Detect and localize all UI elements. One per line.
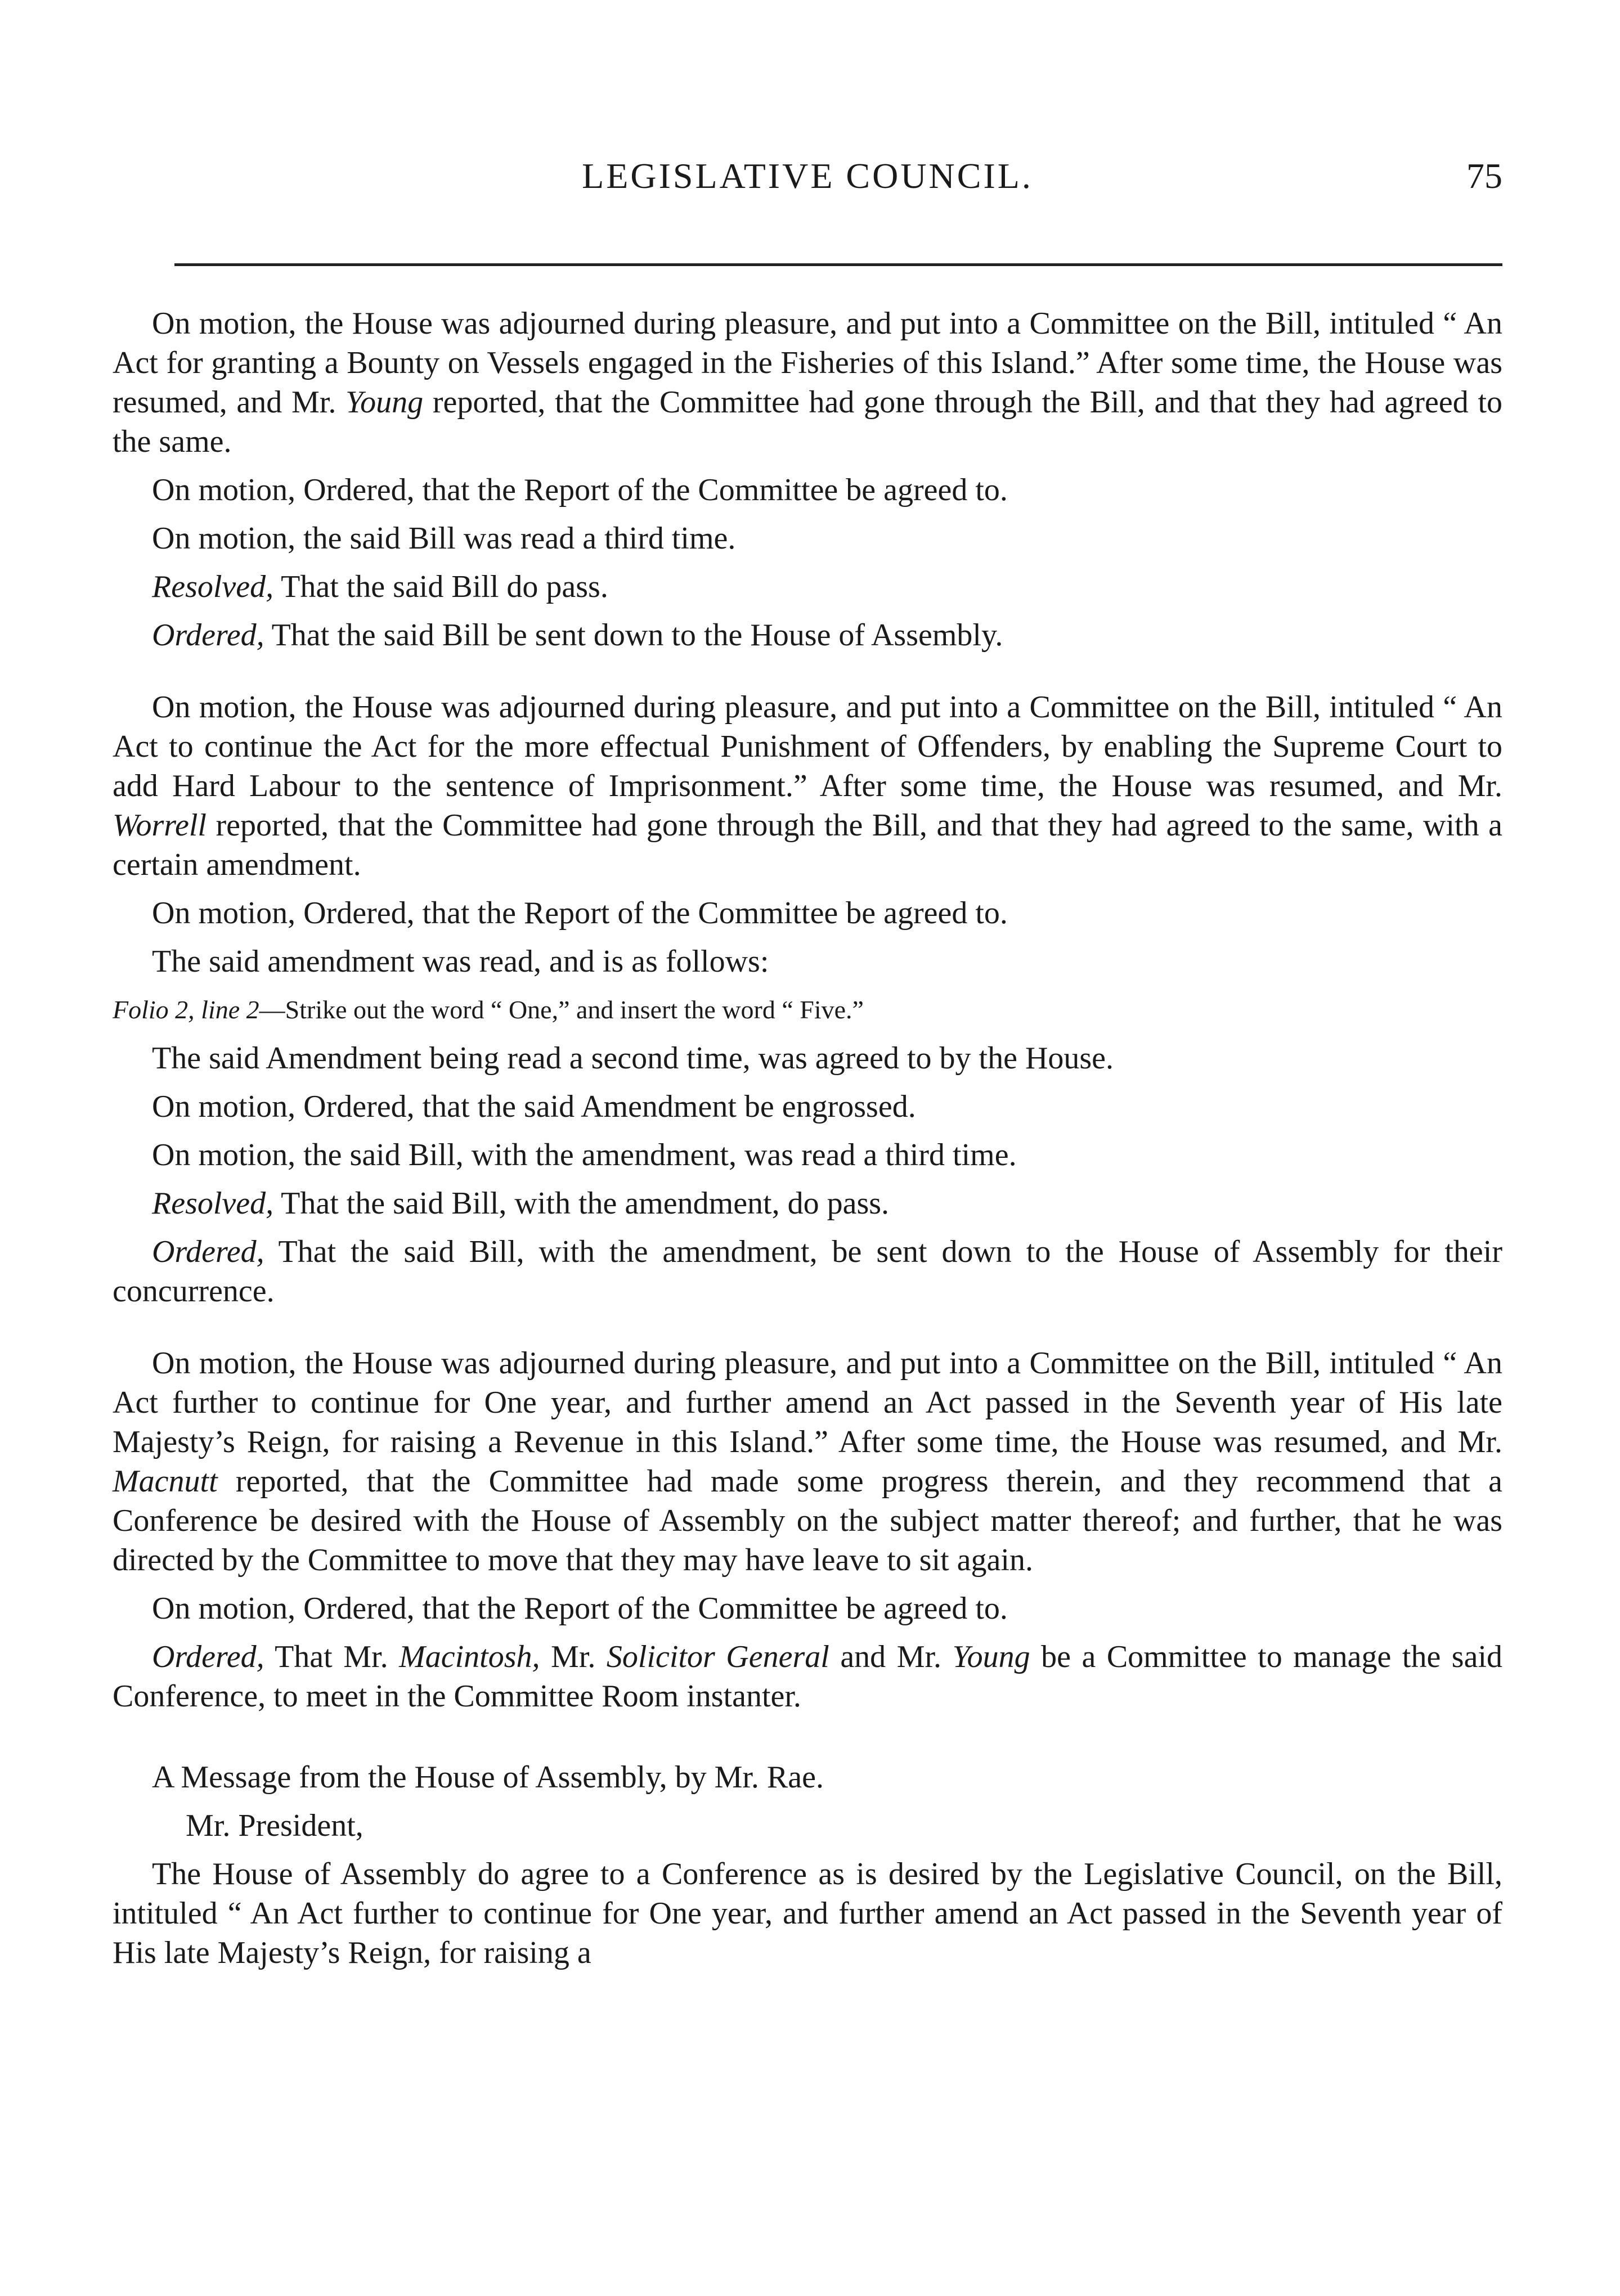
member-name: Worrell xyxy=(113,808,207,843)
record-line: Resolved, That the said Bill, with the amendment, do pass. xyxy=(152,1186,890,1221)
section-gap xyxy=(113,1311,1502,1344)
record-line: On motion, Ordered, that the Report of the Committee be agreed to. xyxy=(152,473,1008,507)
paragraph-punishment-bill: On motion, the House was adjourned during pleasure, and put into a Committee on the Bill, intituled “ An Act to continue the Act for the more effectual Punishment of Offenders, by enabling the Supreme Court to add Hard Labour to the sentence of Imprisonment.” After some time, the House was resumed, and Mr. Worrell reported, that the Committee had gone through the Bill, and that they had agreed to the same, with a certain amendment. xyxy=(113,690,1502,882)
member-name: Young xyxy=(345,385,424,420)
resolution-label: Resolved, xyxy=(152,1186,274,1221)
header-rule xyxy=(174,263,1502,266)
paragraph-revenue-bill: On motion, the House was adjourned during pleasure, and put into a Committee on the Bill, intituled “ An Act further to continue for One year, and further amend an Act passed in the Seventh year of His late Majesty’s Reign, for raising a Revenue in this Island.” After some time, the House was resumed, and Mr. Macnutt reported, that the Committee had made some progress therein, and they recommend that a Conference be desired with the House of Assembly on the subject matter thereof; and further, that he was directed by the Committee to move that they may have leave to sit again. xyxy=(113,1346,1502,1578)
body-text xyxy=(113,304,1502,1973)
record-line: Ordered, That the said Bill, with the amendment, be sent down to the House of Assembly for their concurrence. xyxy=(113,1234,1502,1309)
committee-order: Ordered, That Mr. Macintosh, Mr. Solicitor General and Mr. Young be a Committee to manage the said Conference, to meet in the Committee Room instanter. xyxy=(113,1639,1503,1714)
record-line: On motion, the said Bill was read a third time. xyxy=(152,521,736,556)
document-page xyxy=(113,0,1502,2296)
record-line: The said Amendment being read a second time, was agreed to by the House. xyxy=(152,1041,1114,1076)
message-heading: A Message from the House of Assembly, by Mr. Rae. xyxy=(152,1760,824,1795)
section-gap xyxy=(113,1716,1502,1749)
member-name: Macnutt xyxy=(113,1464,218,1499)
record-line: Resolved, That the said Bill do pass. xyxy=(152,569,608,604)
member-name: Macintosh, xyxy=(399,1639,540,1674)
message-body: The House of Assembly do agree to a Conference as is desired by the Legislative Council, on the Bill, intituled “ An Act further to continue for One year, and further amend an Act passed in the Seventh year of His late Majesty’s Reign, for raising a xyxy=(113,1857,1502,1970)
running-header xyxy=(113,151,1502,201)
record-line: On motion, Ordered, that the Report of the Committee be agreed to. xyxy=(152,896,1008,931)
order-label: Ordered, xyxy=(152,1639,264,1674)
member-name: Solicitor General xyxy=(606,1639,829,1674)
resolution-label: Resolved, xyxy=(152,569,274,604)
record-line: Ordered, That the said Bill be sent down to the House of Assembly. xyxy=(152,618,1003,653)
member-name: Young xyxy=(952,1639,1030,1674)
folio-reference: Folio 2, line 2 xyxy=(113,995,259,1024)
record-line: On motion, Ordered, that the said Amendment be engrossed. xyxy=(152,1089,916,1124)
record-line: The said amendment was read, and is as follows: xyxy=(152,944,769,979)
salutation: Mr. President, xyxy=(186,1808,364,1843)
order-label: Ordered, xyxy=(152,1234,264,1269)
order-label: Ordered, xyxy=(152,618,264,653)
amendment-text: Folio 2, line 2—Strike out the word “ One,” and insert the word “ Five.” xyxy=(113,995,864,1024)
record-line: On motion, the said Bill, with the amendment, was read a third time. xyxy=(152,1138,1017,1172)
record-line: On motion, Ordered, that the Report of the Committee be agreed to. xyxy=(152,1591,1008,1626)
section-gap xyxy=(113,655,1502,688)
paragraph-bounty-bill: On motion, the House was adjourned during pleasure, and put into a Committee on the Bill, intituled “ An Act for granting a Bounty on Vessels engaged in the Fisheries of this Island.” After some time, the House was resumed, and Mr. Young reported, that the Committee had gone through the Bill, and that they had agreed to the same. xyxy=(113,306,1503,459)
page-number: 75 xyxy=(1466,156,1502,196)
page-title: LEGISLATIVE COUNCIL. xyxy=(582,156,1033,196)
